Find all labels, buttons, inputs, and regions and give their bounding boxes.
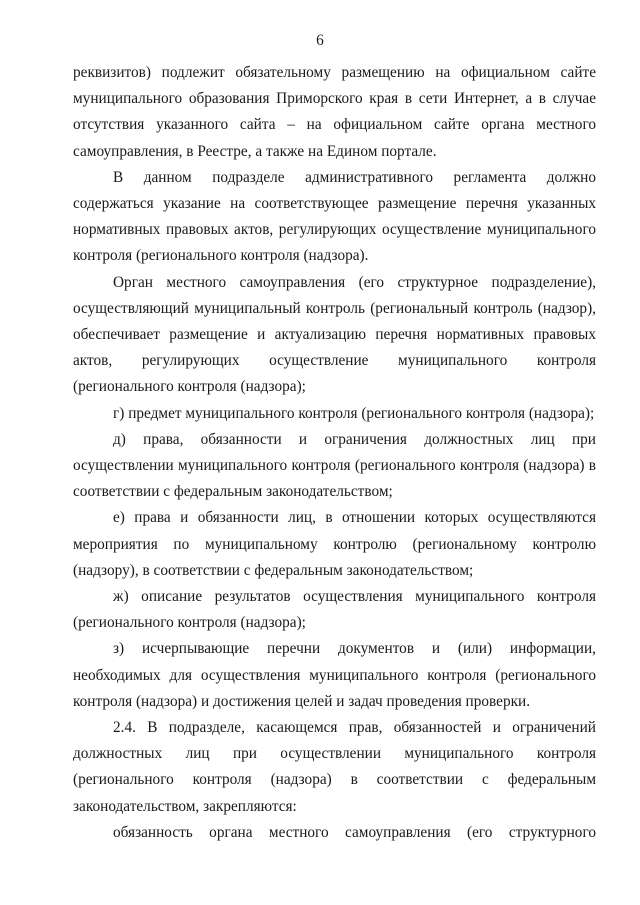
- document-body: [73, 60, 596, 846]
- paragraph-section-note: В данном подразделе административного регламента должно содержаться указание на соответствующее размещение перечня указанных нормативных правовых актов, регулирующих осуществление муниципального контроля (регионального контроля (надзора).: [73, 168, 596, 265]
- list-item-e: е) права и обязанности лиц, в отношении которых осуществляются мероприятия по муниципальному контролю (региональному контролю (надзору), в соответствии с федеральным законодательством;: [73, 509, 596, 579]
- paragraph-authority-duty: Орган местного самоуправления (его структурное подразделение), осуществляющий муниципальный контроль (региональный контроль (надзор), обеспечивает размещение и актуализацию перечня нормативных правовых актов, регулирующих осуществление муниципального контроля (регионального контроля (надзора);: [73, 273, 596, 396]
- list-item-g: г) предмет муниципального контроля (регионального контроля (надзора);: [113, 404, 595, 422]
- list-item-zh: ж) описание результатов осуществления муниципального контроля (регионального контроля (надзора);: [73, 588, 596, 632]
- paragraph-obligation: обязанность органа местного самоуправления (его структурного: [113, 823, 596, 841]
- paragraph-section-2-4: 2.4. В подразделе, касающемся прав, обязанностей и ограничений должностных лиц при осуществлении муниципального контроля (регионального контроля (надзора) в соответствии с федеральным законодательством, закрепляются:: [73, 719, 596, 815]
- page-number: 6: [316, 32, 324, 49]
- list-item-d: д) права, обязанности и ограничения должностных лиц при осуществлении муниципального контроля (регионального контроля (надзора) в соответствии с федеральным законодательством;: [73, 430, 596, 501]
- paragraph-continuation: реквизитов) подлежит обязательному размещению на официальном сайте муниципального образования Приморского края в сети Интернет, а в случае отсутствия указанного сайта – на официальном сайте органа местного самоуправления, в Реестре, а также на Едином портале.: [73, 64, 596, 160]
- list-item-z: з) исчерпывающие перечни документов и (или) информации, необходимых для осуществления муниципального контроля (регионального контроля (надзора) и достижения целей и задач проведения проверки.: [73, 640, 596, 710]
